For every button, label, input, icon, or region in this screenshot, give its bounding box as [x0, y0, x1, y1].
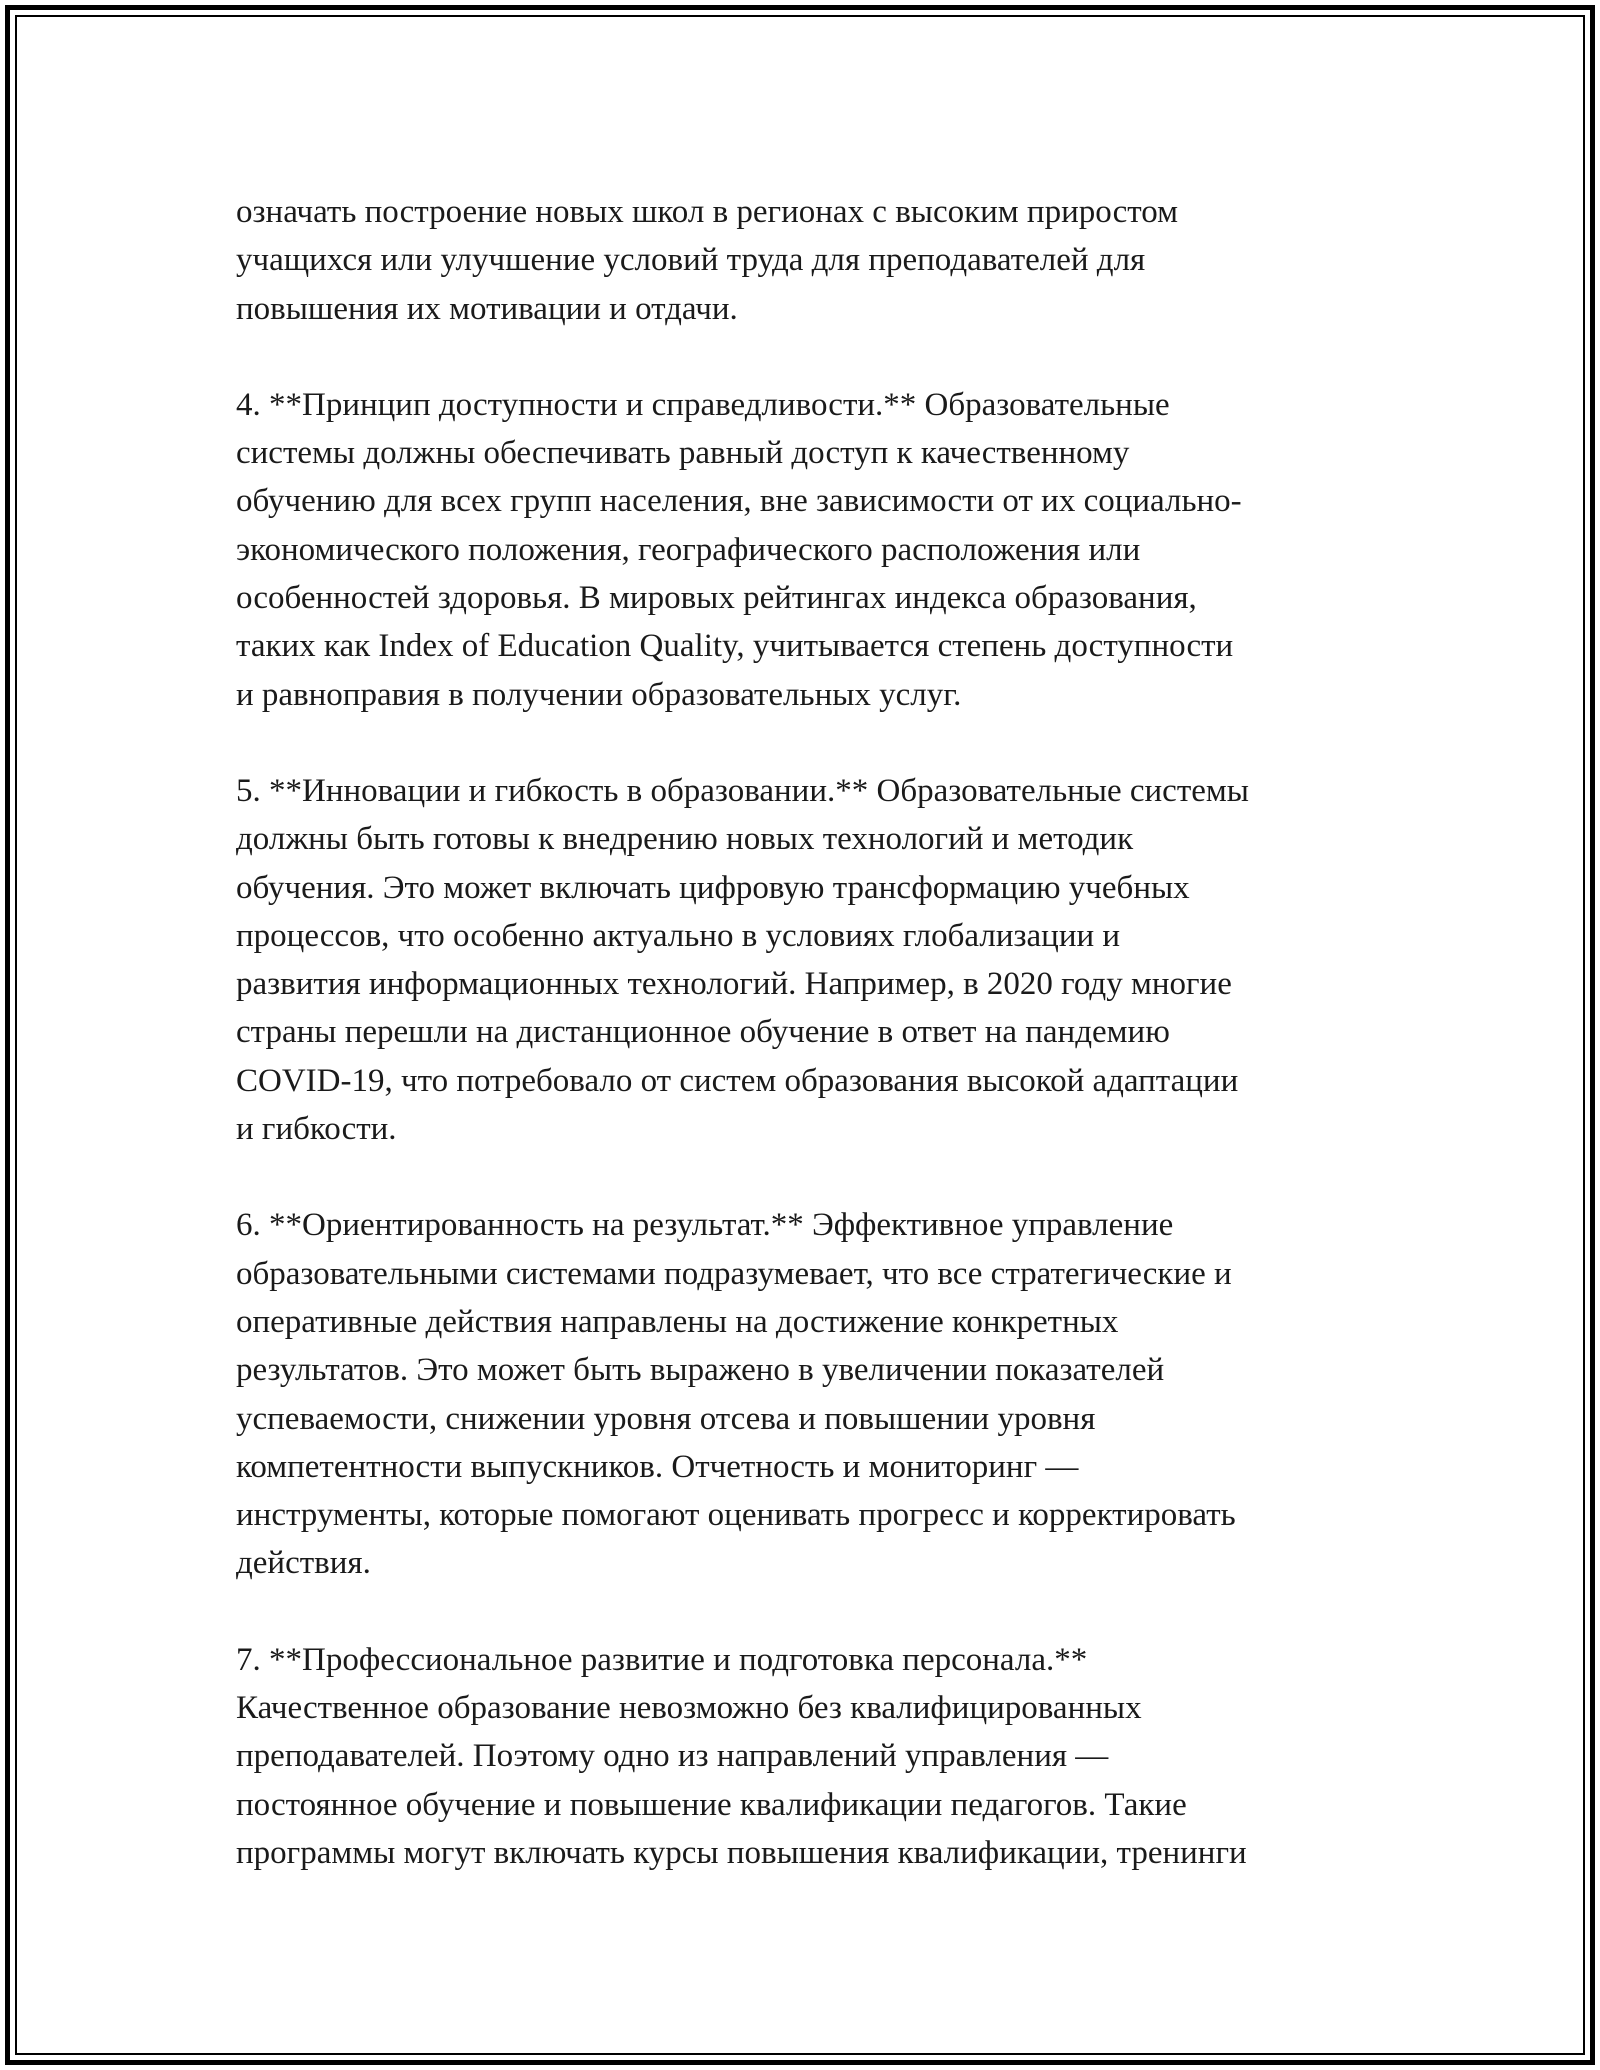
paragraph-item-4	[236, 381, 1376, 719]
text-line: развития информационных технологий. Например, в 2020 году многие	[236, 966, 1232, 1003]
text-line: 4. **Принцип доступности и справедливости.** Образовательные	[236, 386, 1170, 423]
text-line: Качественное образование невозможно без квалифицированных	[236, 1690, 1142, 1727]
text-line: должны быть готовы к внедрению новых технологий и методик	[236, 821, 1134, 858]
text-line: оперативные действия направлены на достижение конкретных	[236, 1303, 1119, 1340]
paragraph-item-7	[236, 1636, 1376, 1877]
text-line: учащихся или улучшение условий труда для преподавателей для	[236, 242, 1146, 279]
text-line: страны перешли на дистанционное обучение в ответ на пандемию	[236, 1014, 1170, 1051]
paragraph-item-6	[236, 1201, 1376, 1587]
text-line: экономического положения, географического расположения или	[236, 531, 1141, 568]
text-line: результатов. Это может быть выражено в увеличении показателей	[236, 1352, 1165, 1389]
text-line: 6. **Ориентированность на результат.** Эффективное управление	[236, 1207, 1174, 1244]
text-line: обучения. Это может включать цифровую трансформацию учебных	[236, 869, 1190, 906]
text-line: и гибкости.	[236, 1111, 397, 1148]
text-line: 7. **Профессиональное развитие и подготовка персонала.**	[236, 1641, 1088, 1678]
text-line: особенностей здоровья. В мировых рейтингах индекса образования,	[236, 580, 1197, 617]
text-line: образовательными системами подразумевает, что все стратегические и	[236, 1255, 1232, 1292]
text-line: программы могут включать курсы повышения квалификации, тренинги	[236, 1834, 1247, 1871]
text-line: 5. **Инновации и гибкость в образовании.** Образовательные системы	[236, 772, 1249, 809]
text-line: постоянное обучение и повышение квалификации педагогов. Такие	[236, 1786, 1187, 1823]
text-line: действия.	[236, 1545, 371, 1582]
text-line: процессов, что особенно актуально в условиях глобализации и	[236, 917, 1121, 954]
text-line: означать построение новых школ в регионах с высоким приростом	[236, 194, 1178, 230]
text-line: и равноправия в получении образовательных услуг.	[236, 676, 962, 713]
text-line: успеваемости, снижении уровня отсева и повышении уровня	[236, 1400, 1096, 1437]
text-line: преподавателей. Поэтому одно из направлений управления —	[236, 1738, 1109, 1775]
text-line: инструменты, которые помогают оценивать прогресс и корректировать	[236, 1497, 1236, 1534]
text-line: обучению для всех групп населения, вне зависимости от их социально-	[236, 483, 1242, 520]
text-line: таких как Index of Education Quality, учитывается степень доступности	[236, 628, 1234, 665]
text-line: компетентности выпускников. Отчетность и мониторинг —	[236, 1448, 1079, 1485]
paragraph-continuation	[236, 188, 1376, 333]
text-line: повышения их мотивации и отдачи.	[236, 290, 738, 327]
text-line: системы должны обеспечивать равный доступ к качественному	[236, 435, 1130, 472]
paragraph-item-5	[236, 767, 1376, 1153]
text-line: COVID-19, что потребовало от систем образования высокой адаптации	[236, 1062, 1239, 1099]
document-body	[236, 188, 1376, 1877]
